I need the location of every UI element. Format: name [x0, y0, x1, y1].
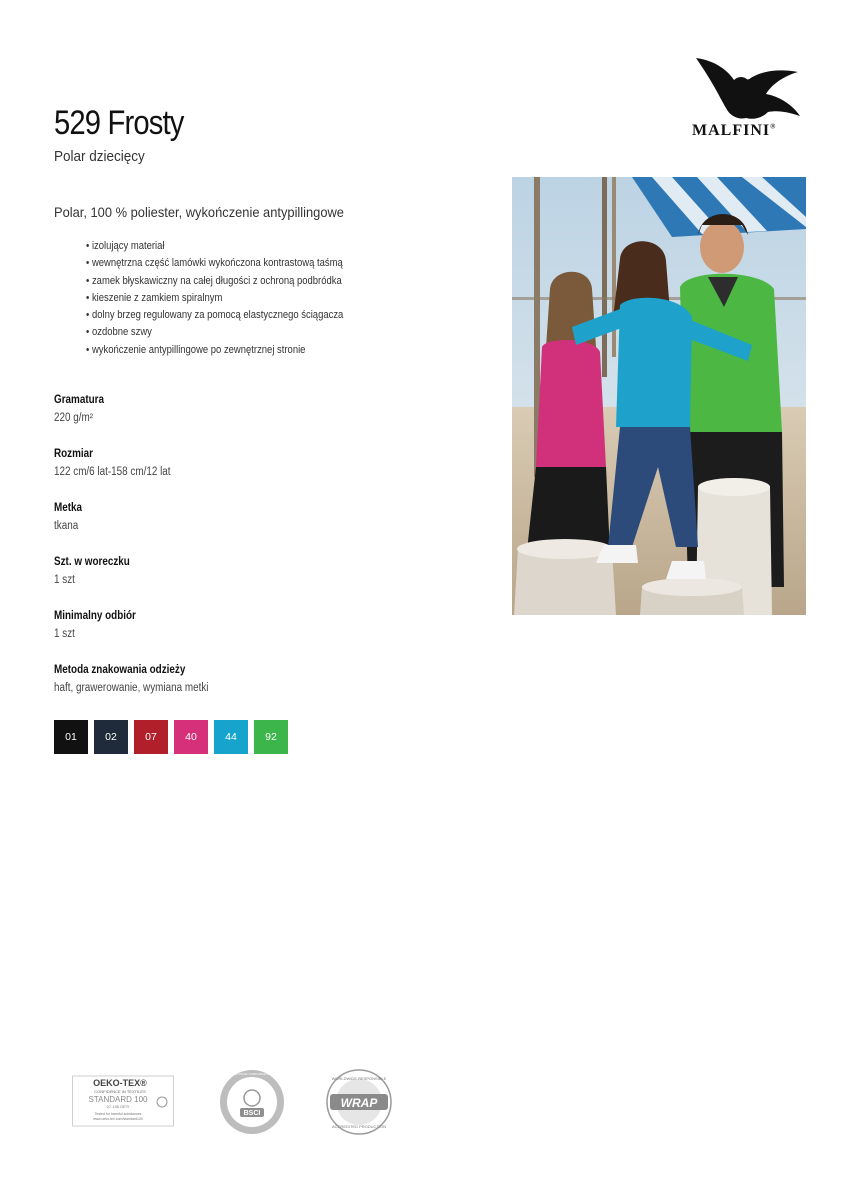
feature-item: • wykończenie antypillingowe po zewnętrznej stronie	[86, 342, 343, 359]
svg-text:07.136 OETI: 07.136 OETI	[106, 1104, 130, 1109]
brand-logo-text: MALFINI®	[692, 122, 777, 139]
product-photo	[512, 177, 806, 615]
svg-text:ACCREDITED PRODUCTION: ACCREDITED PRODUCTION	[331, 1124, 387, 1129]
feature-item: • wewnętrzna część lamówki wykończona kontrastową taśmą	[86, 255, 343, 272]
svg-text:www.oeko-tex.com/standard100: www.oeko-tex.com/standard100	[93, 1117, 143, 1121]
feature-item: • kieszenie z zamkiem spiralnym	[86, 290, 343, 307]
spec-label: Minimalny odbiór	[54, 610, 136, 622]
svg-text:Tested for harmful substances: Tested for harmful substances	[94, 1112, 142, 1116]
spec-pack-quantity	[54, 556, 130, 586]
spec-marking-method	[54, 664, 208, 694]
spec-value: 220 g/m²	[54, 412, 94, 424]
svg-text:WRAP: WRAP	[340, 1096, 378, 1110]
spec-value: 122 cm/6 lat-158 cm/12 lat	[54, 466, 171, 478]
color-swatch-02[interactable]: 02	[94, 720, 128, 754]
product-description: Polar, 100 % poliester, wykończenie antypillingowe	[54, 204, 344, 220]
wrap-logo-icon	[320, 1068, 398, 1136]
spec-rozmiar	[54, 448, 171, 478]
feature-item: • zamek błyskawiczny na całej długości z ochroną podbródka	[86, 273, 343, 290]
spec-label: Metoda znakowania odzieży	[54, 664, 186, 676]
spec-minimum-order	[54, 610, 136, 640]
product-title: 529 Frosty	[54, 104, 184, 142]
spec-metka	[54, 502, 82, 532]
color-swatches	[54, 720, 288, 754]
spec-value: 1 szt	[54, 574, 75, 586]
color-swatch-44[interactable]: 44	[214, 720, 248, 754]
svg-text:WORLDWIDE RESPONSIBLE: WORLDWIDE RESPONSIBLE	[331, 1076, 387, 1081]
product-subtitle: Polar dziecięcy	[54, 148, 145, 165]
spec-label: Rozmiar	[54, 448, 94, 460]
spec-value: 1 szt	[54, 628, 75, 640]
spec-label: Gramatura	[54, 394, 105, 406]
color-swatch-01[interactable]: 01	[54, 720, 88, 754]
color-swatch-92[interactable]: 92	[254, 720, 288, 754]
oeko-tex-logo-icon	[72, 1068, 174, 1128]
spec-value: haft, grawerowanie, wymiana metki	[54, 682, 209, 694]
svg-text:CONFIDENCE IN TEXTILES: CONFIDENCE IN TEXTILES	[94, 1089, 146, 1094]
color-swatch-40[interactable]: 40	[174, 720, 208, 754]
feature-item: • ozdobne szwy	[86, 324, 343, 341]
feature-list	[86, 238, 343, 359]
feature-item: • dolny brzeg regulowany za pomocą elastycznego ściągacza	[86, 307, 343, 324]
svg-text:STANDARD 100: STANDARD 100	[88, 1095, 148, 1104]
svg-text:OEKO-TEX®: OEKO-TEX®	[93, 1078, 147, 1088]
spec-label: Metka	[54, 502, 83, 514]
spec-value: tkana	[54, 520, 79, 532]
bsci-logo-icon	[218, 1068, 286, 1136]
svg-text:BSCI: BSCI	[243, 1110, 261, 1117]
spec-gramatura	[54, 394, 104, 424]
color-swatch-07[interactable]: 07	[134, 720, 168, 754]
spec-label: Szt. w woreczku	[54, 556, 130, 568]
feature-item: • izolujący materiał	[86, 238, 343, 255]
svg-text:BUSINESS SOCIAL COMPLIANCE INI: BUSINESS SOCIAL COMPLIANCE INITIATIVE	[224, 1073, 280, 1076]
